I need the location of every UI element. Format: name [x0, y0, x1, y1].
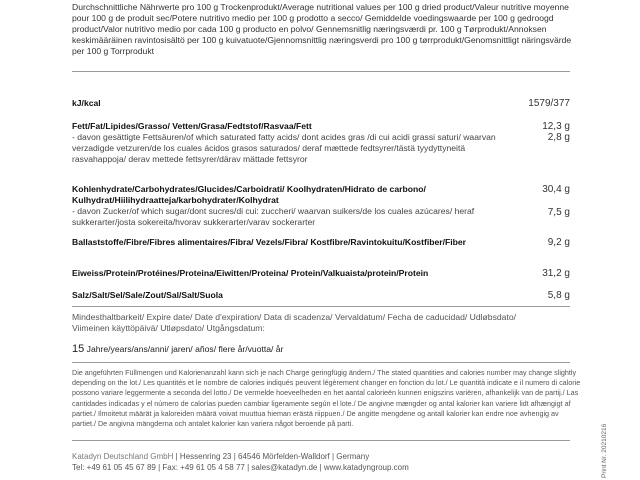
shelf-life-number: 15 — [72, 343, 85, 355]
salt-value: 5,8 g — [547, 290, 570, 301]
footer-company: Katadyn Deutschland GmbH — [72, 452, 174, 461]
energy-row — [72, 98, 512, 109]
salt-row — [72, 290, 512, 301]
carbs-sub-label: - davon Zucker/of which sugar/dont sucres/di cui: zuccheri/ waarvan suikers/de los cuales azúcares/ heraf sukkerarter/josta sokereita/hvorav sukkerarter/varav sockerarter — [72, 206, 475, 227]
carbs-row — [72, 184, 512, 228]
fat-value: 12,3 g — [542, 121, 570, 132]
fibre-row — [72, 237, 472, 248]
salt-label: Salz/Salt/Sel/Sale/Zout/Sal/Salt/Suola — [72, 290, 223, 300]
fat-label: Fett/Fat/Lipides/Grasso/ Vetten/Grasa/Fedtstof/Rasvaa/Fett — [72, 121, 312, 131]
divider — [72, 440, 570, 441]
footer-street: Hessenring 23 | 64546 Mörfelden-Walldorf | Germany — [179, 452, 370, 461]
energy-value: 1579/377 — [528, 98, 570, 109]
divider — [72, 362, 570, 363]
divider — [72, 71, 570, 72]
shelf-life-units: Jahre/years/ans/anni/ jaren/ años/ flere år/vuotta/ år — [86, 344, 284, 354]
footer-address: Katadyn Deutschland GmbH | Hessenring 23 | 64546 Mörfelden-Walldorf | Germany — [72, 452, 370, 461]
carbs-sub-value: 7,5 g — [547, 207, 570, 218]
print-number: Print Nr. 20210216 — [601, 423, 608, 478]
energy-label: kJ/kcal — [72, 98, 101, 108]
carbs-value: 30,4 g — [542, 184, 570, 195]
divider — [72, 306, 570, 307]
intro-text: Durchschnittliche Nährwerte pro 100 g Trockenprodukt/Average nutritional values per 100 g dried product/Valeur nutritive moyenne pour 100 g de produit sec/Potere nutritivo medio per 100 g prodotto a secco/ Gemiddelde voedingswaarde per 100 g gedroogd product/Valor nutritivo medio por cada 100 g producto en polvo/ Gennemsnitlig næringsværdi pr. 100 g Tørprodukt/Annoksen keskimääräinen ravintosisältö per 100 g kuivatuote/Gjennomsnittlig næringsverdi pro 100 g tørrprodukt/Genomsnittligt näringsvärde per 100 g Torrprodukt — [72, 2, 572, 56]
carbs-label: Kohlenhydrate/Carbohydrates/Glucides/Carboidrati/ Koolhydraten/Hidrato de carbono/ Kulhydrat/Hiilihydraatteja/karbohydrater/Kolhydrat — [72, 184, 426, 205]
fibre-label: Ballaststoffe/Fibre/Fibres alimentaires/Fibra/ Vezels/Fibra/ Kostfibre/Ravintokuitu/Kostfiber/Fiber — [72, 237, 466, 247]
fat-sub-label: - davon gesättigte Fettsäuren/of which saturated fatty acids/ dont acides gras /di cui acidi grassi saturi/ waarvan verzadigde vetzuren/de los cuales ácidos grasos saturados/ deraf mættede fedtsyrer/tästä tyydyttyneitä rasvahappoja/ derav mettede fettsyrer/därav mättade fettsyror — [72, 132, 496, 164]
footer-contact: Tel: +49 61 05 45 67 89 | Fax: +49 61 05 4 58 77 | sales@katadyn.de | www.katadyngroup.com — [72, 463, 409, 472]
protein-label: Eiweiss/Protein/Protéines/Proteina/Eiwitten/Proteina/ Protein/Valkuaista/protein/Protein — [72, 268, 429, 278]
best-before-label: Mindesthaltbarkeit/ Expire date/ Date d'expiration/ Data di scadenza/ Vervaldatum/ Fecha de caducidad/ Udløbsdato/ Viimeinen käyttöpäivä/ Utløpsdato/ Utgångsdatum: — [72, 312, 516, 333]
protein-row — [72, 268, 512, 279]
disclaimer-text: Die angeführten Füllmengen und Kalorienanzahl kann sich je nach Charge geringfügig ändern./ The stated quantities and calories number may change slightly depending on the lot./ Les quantités et le nombre de calories indiqués peuvent légèrement changer en fonction du lot./ Le quantità indicate e il numero di calorie possono variare leggermente a seconda del lotto./ De vermelde hoeveelheden en het aantal calorieën kunnen enigszins variëren, afhankelijk van de partij./ Las cantidades indicadas y el número de calorías pueden cambiar ligeramente según el lote./ De angivne mængder og antal kalorier kan variere lidt afhængigt af partiet./ Ilmoitetut määrät ja kaloreiden määrä voivat muuttua hieman erästä riippuen./ De angitte mengdene og antall kalorier kan endre noe avhengig av partiet./ De angivna mängderna och antalet kalorier kan variera något beroende på parti. — [72, 368, 581, 429]
fibre-value: 9,2 g — [547, 237, 570, 248]
fat-row — [72, 121, 512, 165]
fat-sub-value: 2,8 g — [547, 132, 570, 143]
shelf-life-row — [72, 344, 512, 355]
protein-value: 31,2 g — [542, 268, 570, 279]
